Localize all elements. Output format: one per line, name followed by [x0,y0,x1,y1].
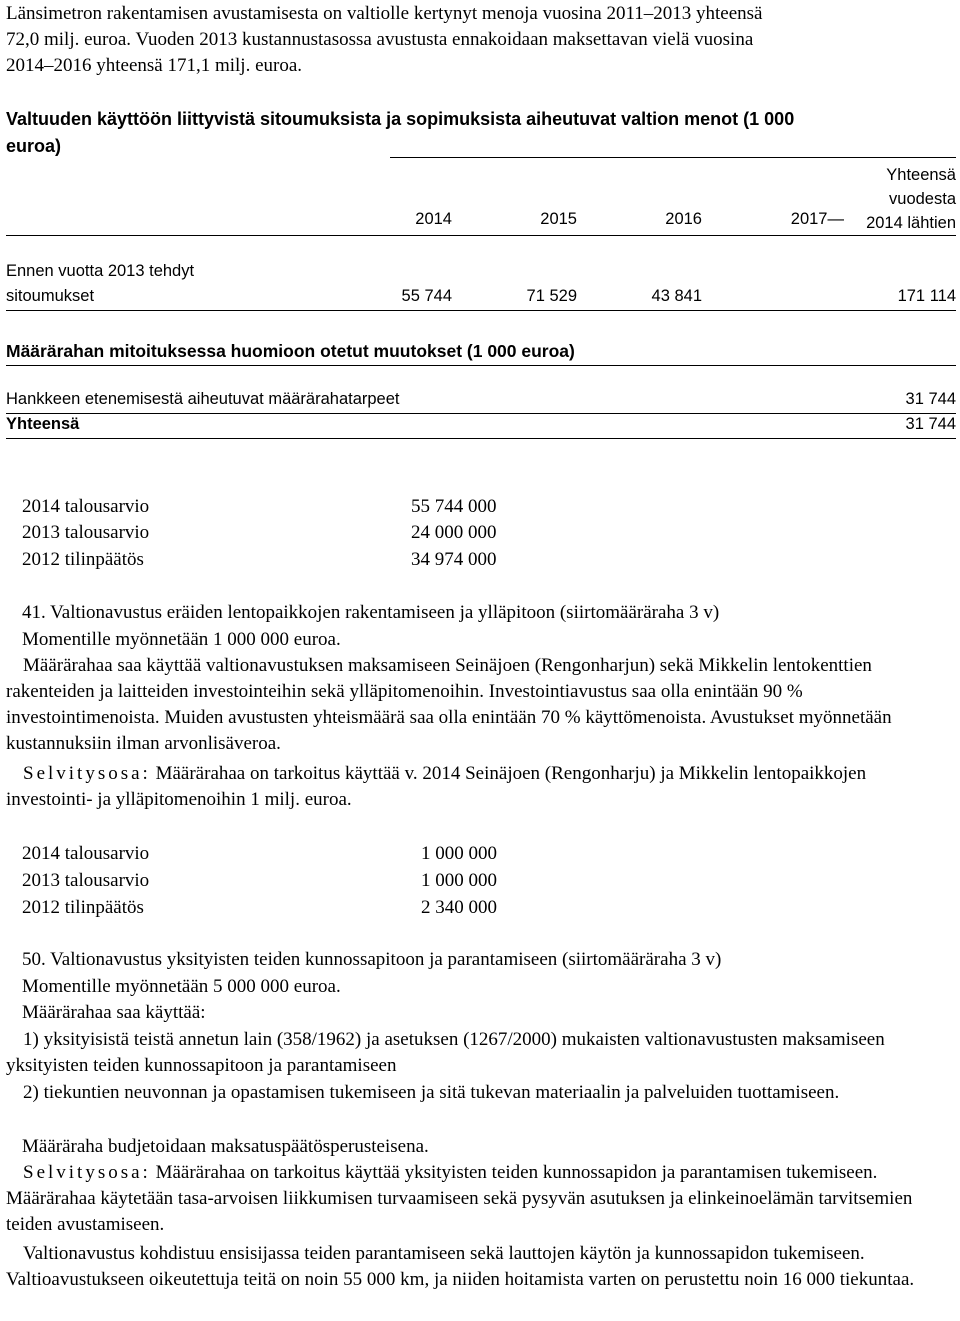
total-column-header [850,163,956,235]
item50-selvitysosa [6,1160,956,1238]
commitments-title-line-1: Valtuuden käyttöön liittyvistä sitoumuksista ja sopimuksista aiheutuvat valtion menot (1 000 [6,109,795,129]
table-rule-bottom [6,310,956,311]
budget1-label: 2013 talousarvio [22,522,150,543]
changes-rule-bottom [6,438,956,439]
value-2014: 55 744 [401,287,452,305]
item50-budgeting: Määräraha budjetoidaan maksatuspäätösperusteisena. [22,1136,429,1157]
item50-selvitysosa-label: Selvitysosa: [23,1162,151,1183]
total-header-line-3: 2014 lähtien [866,214,956,232]
item50-final: Valtionavustus kohdistuu ensisijassa teiden parantamiseen sekä lauttojen käytön ja kunnossapidon tukemiseen. Valtioavustukseen oikeutettuja teitä on noin 55 000 km, ja niiden hoitamista varten on perustettu noin 16 000 tiekuntaa. [6,1243,915,1290]
budget1-row [22,520,542,546]
column-header-2016: 2016 [665,210,702,228]
budget2-value: 1 000 000 [421,843,497,864]
value-total: 171 114 [897,287,956,305]
budget1-row [22,494,542,520]
changes-total-value: 31 744 [905,415,956,433]
changes-rule-mid [6,413,956,414]
item50-usage-intro: Määrärahaa saa käyttää: [22,1002,206,1023]
row-label-line-2: sitoumukset [6,287,95,305]
changes-total-label: Yhteensä [6,415,80,433]
item41-usage: Määrärahaa saa käyttää valtionavustuksen maksamiseen Seinäjoen (Rengonharjun) sekä Mikkelin lentokenttien rakenteiden ja laitteiden investointeihin sekä ylläpitomenoihin. Investointiavustus saa olla enintään 90 % investointimenoista. Muiden avustusten yhteismäärä saa olla enintään 70 % käyttömenoista. Avustukset myönnetään kustannuksiin ilman arvonlisäveroa. [6,655,892,754]
value-2015: 71 529 [526,287,577,305]
item50-point-2: 2) tiekuntien neuvonnan ja opastamisen tukemiseen ja sitä tukevan materiaalin ja palveluiden tuottamiseen. [23,1082,840,1103]
item41-selvitysosa-text: Määrärahaa on tarkoitus käyttää v. 2014 Seinäjoen (Rengonharju) ja Mikkelin lentopaikkojen investointi- ja ylläpitomenoihin 1 milj. euroa. [6,763,867,810]
column-header-2015: 2015 [540,210,577,228]
commitments-title-line-2: euroa) [6,136,62,156]
budget1-value: 34 974 000 [411,549,497,570]
total-header-line-2: vuodesta [889,190,956,208]
budget2-value: 2 340 000 [421,897,497,918]
table-rule-top [390,157,956,158]
budget1-value: 55 744 000 [411,496,497,517]
intro-line-2: 72,0 milj. euroa. Vuoden 2013 kustannustasossa avustusta ennakoidaan maksettavan vielä vuosina [6,29,754,50]
budget2-value: 1 000 000 [421,870,497,891]
item50-point-1: 1) yksityisistä teistä annetun lain (358/1962) ja asetuksen (1267/2000) mukaisten valtionavustusten maksamiseen yksityisten teiden kunnossapitoon ja parantamiseen [6,1029,885,1076]
changes-row-value: 31 744 [905,390,956,408]
value-2016: 43 841 [651,287,702,305]
column-header-2014: 2014 [415,210,452,228]
commitments-title [6,106,956,160]
budget1-row [22,547,542,573]
row-label-line-1: Ennen vuotta 2013 tehdyt [6,262,195,280]
budget2-label: 2013 talousarvio [22,870,150,891]
intro-line-3: 2014–2016 yhteensä 171,1 milj. euroa. [6,55,303,76]
budget2-label: 2012 tilinpäätös [22,897,144,918]
changes-row-label: Hankkeen etenemisestä aiheutuvat määrärahatarpeet [6,390,400,408]
total-header-line-1: Yhteensä [886,166,956,184]
item41-selvitysosa-label: Selvitysosa: [23,763,151,784]
budget1-label: 2012 tilinpäätös [22,549,144,570]
intro-line-1: Länsimetron rakentamisen avustamisesta on valtiolle kertynyt menoja vuosina 2011–2013 yhteensä [6,3,763,24]
item50-granted: Momentille myönnetään 5 000 000 euroa. [22,976,341,997]
table-rule-header [6,235,956,236]
budget2-row [22,895,542,921]
item41-granted: Momentille myönnetään 1 000 000 euroa. [22,629,341,650]
item50-heading: 50. Valtionavustus yksityisten teiden kunnossapitoon ja parantamiseen (siirtomääräraha 3 v) [22,949,722,970]
changes-rule-top [6,365,956,366]
budget2-row [22,841,542,867]
item50-selvitysosa-text: Määrärahaa on tarkoitus käyttää yksityisten teiden kunnossapidon ja parantamisen tukemiseen. Määrärahaa käytetään tasa-arvoisen liikkumisen turvaamiseen sekä pysyvän asutuksen ja elinkeinoelämän tarvitsemien teiden avustamiseen. [6,1162,913,1235]
budget2-row [22,868,542,894]
budget2-label: 2014 talousarvio [22,843,150,864]
column-header-2017: 2017— [790,210,844,228]
item41-heading: 41. Valtionavustus eräiden lentopaikkojen rakentamiseen ja ylläpitoon (siirtomääräraha 3 v) [22,602,720,623]
changes-title: Määrärahan mitoituksessa huomioon otetut muutokset (1 000 euroa) [6,341,575,361]
item41-selvitysosa [6,761,956,813]
budget1-value: 24 000 000 [411,522,497,543]
budget1-label: 2014 talousarvio [22,496,150,517]
